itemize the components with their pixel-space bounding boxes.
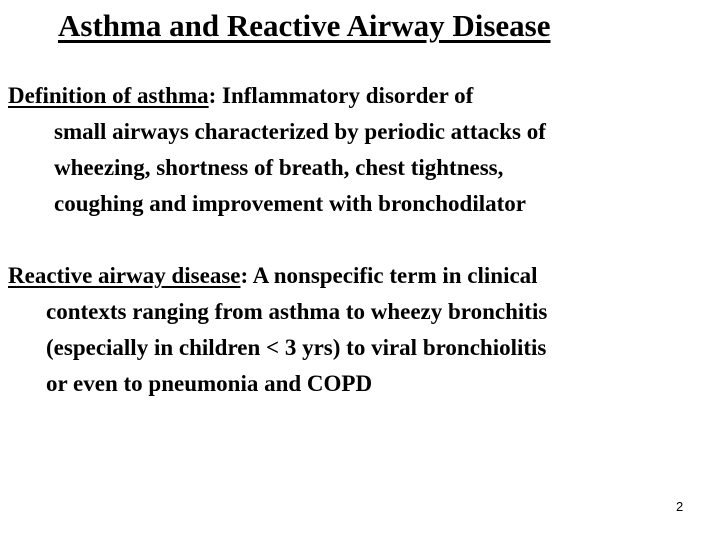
- definition-term: Definition of asthma: [8, 83, 209, 108]
- definition-line-1: [8, 78, 546, 114]
- reactive-airway-definition: [8, 258, 547, 402]
- definition-line-4: or even to pneumonia and COPD: [46, 371, 373, 396]
- definition-text: : A nonspecific term in clinical: [240, 263, 538, 288]
- definition-text: : Inflammatory disorder of: [208, 83, 474, 108]
- definition-line-2: small airways characterized by periodic attacks of: [54, 119, 546, 144]
- definition-line-3: wheezing, shortness of breath, chest tightness,: [54, 155, 504, 180]
- page-number: 2: [676, 499, 684, 514]
- slide-title: Asthma and Reactive Airway Disease: [58, 8, 551, 43]
- asthma-definition: [8, 78, 546, 222]
- definition-line-4: coughing and improvement with bronchodilator: [54, 191, 526, 216]
- definition-line-1: [8, 258, 547, 294]
- definition-term: Reactive airway disease: [8, 263, 241, 288]
- definition-line-3: (especially in children < 3 yrs) to viral bronchiolitis: [46, 335, 547, 360]
- definition-line-2: contexts ranging from asthma to wheezy bronchitis: [46, 299, 548, 324]
